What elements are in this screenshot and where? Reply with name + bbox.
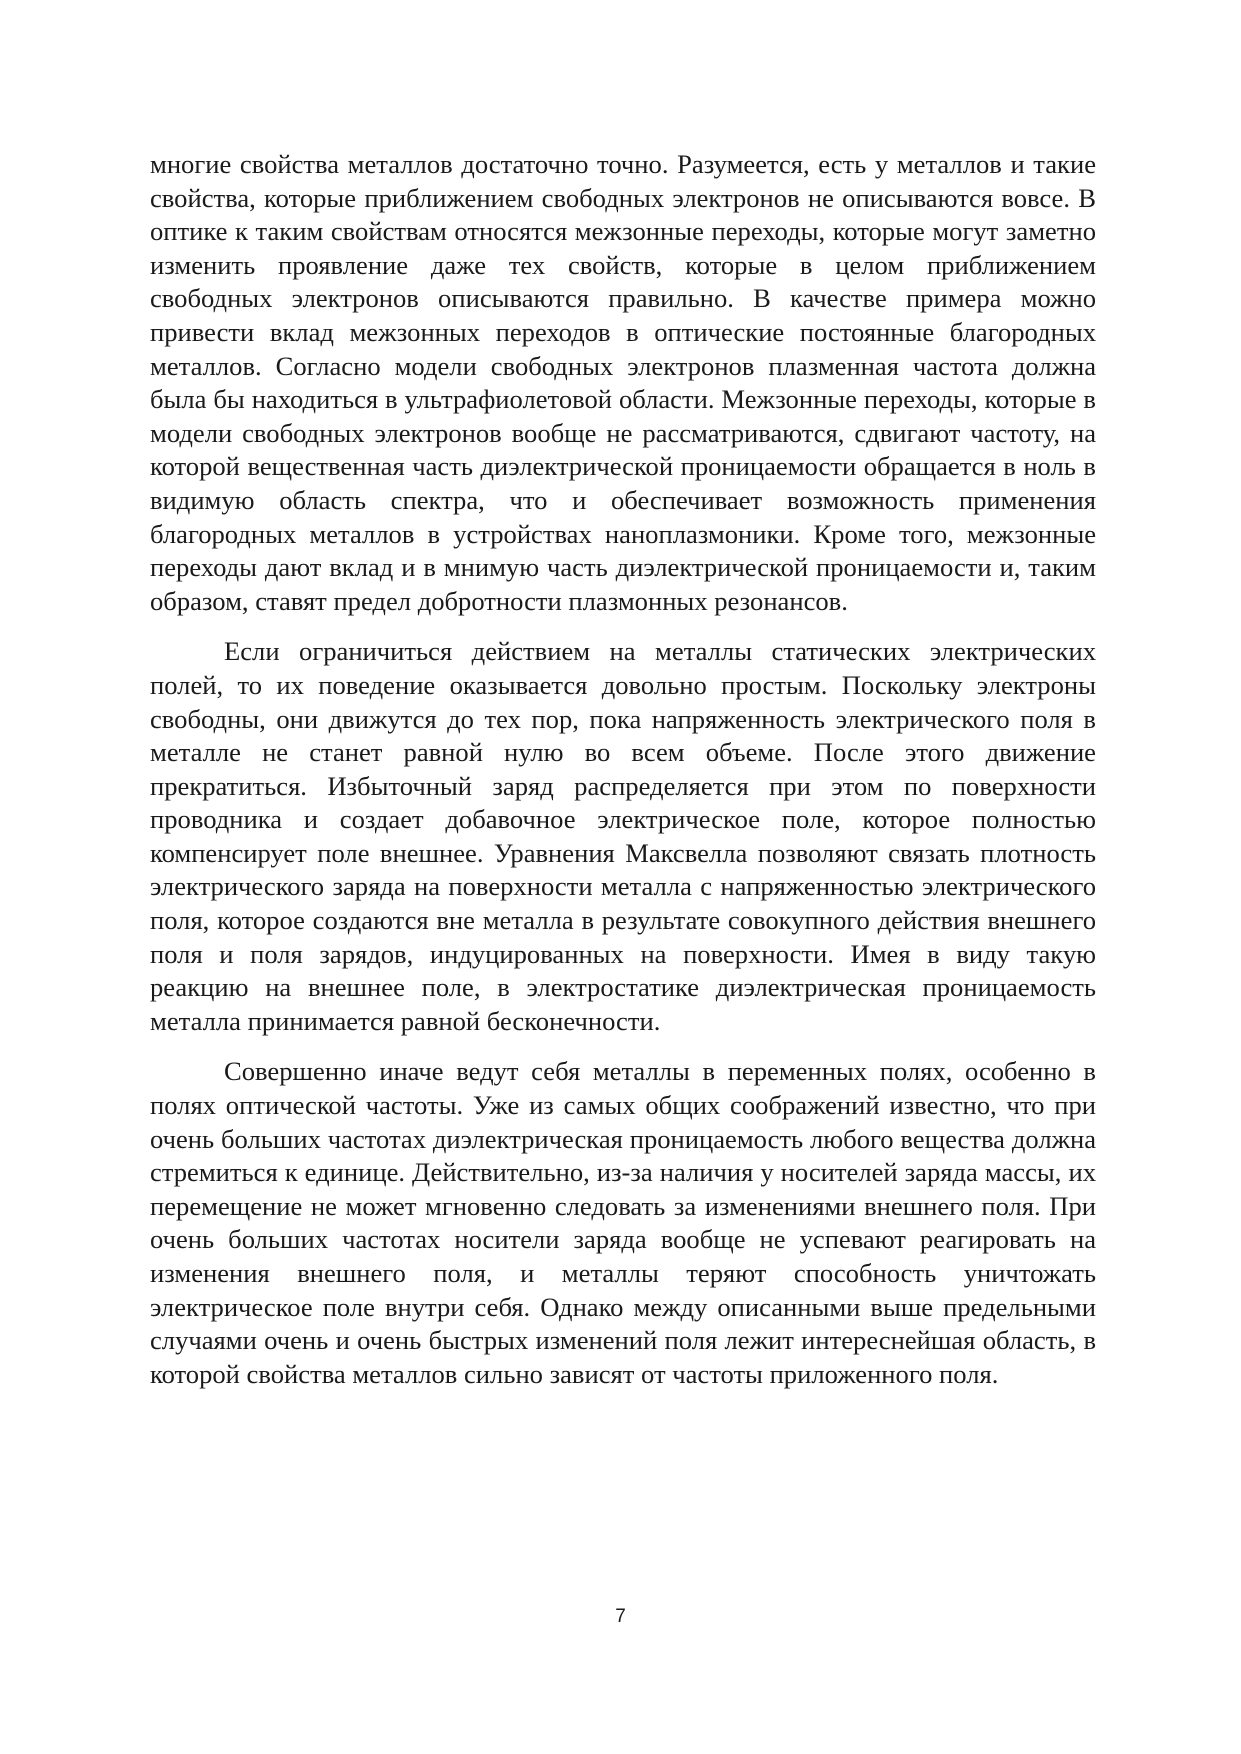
body-text: [150, 148, 1096, 1391]
paragraph-1: многие свойства металлов достаточно точно. Разумеется, есть у металлов и такие свойства, которые приближением свободных электронов не описываются вовсе. В оптике к таким свойствам относятся межзонные переходы, которые могут заметно изменить проявление даже тех свойств, которые в целом приближением свободных электронов описываются правильно. В качестве примера можно привести вклад межзонных переходов в оптические постоянные благородных металлов. Согласно модели свободных электронов плазменная частота должна была бы находиться в ультрафиолетовой области. Межзонные переходы, которые в модели свободных электронов вообще не рассматриваются, сдвигают частоту, на которой вещественная часть диэлектрической проницаемости обращается в ноль в видимую область спектра, что и обеспечивает возможность применения благородных металлов в устройствах наноплазмоники. Кроме того, межзонные переходы дают вклад и в мнимую часть диэлектрической проницаемости и, таким образом, ставят предел добротности плазмонных резонансов.: [150, 149, 1096, 616]
page-number: 7: [615, 1606, 626, 1627]
paragraph-2: Если ограничиться действием на металлы статических электрических полей, то их поведение оказывается довольно простым. Поскольку электроны свободны, они движутся до тех пор, пока напряженность электрического поля в металле не станет равной нулю во всем объеме. После этого движение прекратиться. Избыточный заряд распределяется при этом по поверхности проводника и создает добавочное электрическое поле, которое полностью компенсирует поле внешнее. Уравнения Максвелла позволяют связать плотность электрического заряда на поверхности металла с напряженностью электрического поля, которое создаются вне металла в результате совокупного действия внешнего поля и поля зарядов, индуцированных на поверхности. Имея в виду такую реакцию на внешнее поле, в электростатике диэлектрическая проницаемость металла принимается равной бесконечности.: [150, 636, 1096, 1036]
paragraph-3: Совершенно иначе ведут себя металлы в переменных полях, особенно в полях оптической частоты. Уже из самых общих соображений известно, что при очень больших частотах диэлектрическая проницаемость любого вещества должна стремиться к единице. Действительно, из-за наличия у носителей заряда массы, их перемещение не может мгновенно следовать за изменениями внешнего поля. При очень больших частотах носители заряда вообще не успевают реагировать на изменения внешнего поля, и металлы теряют способность уничтожать электрическое поле внутри себя. Однако между описанными выше предельными случаями очень и очень быстрых изменений поля лежит интереснейшая область, в которой свойства металлов сильно зависят от частоты приложенного поля.: [150, 1056, 1096, 1389]
